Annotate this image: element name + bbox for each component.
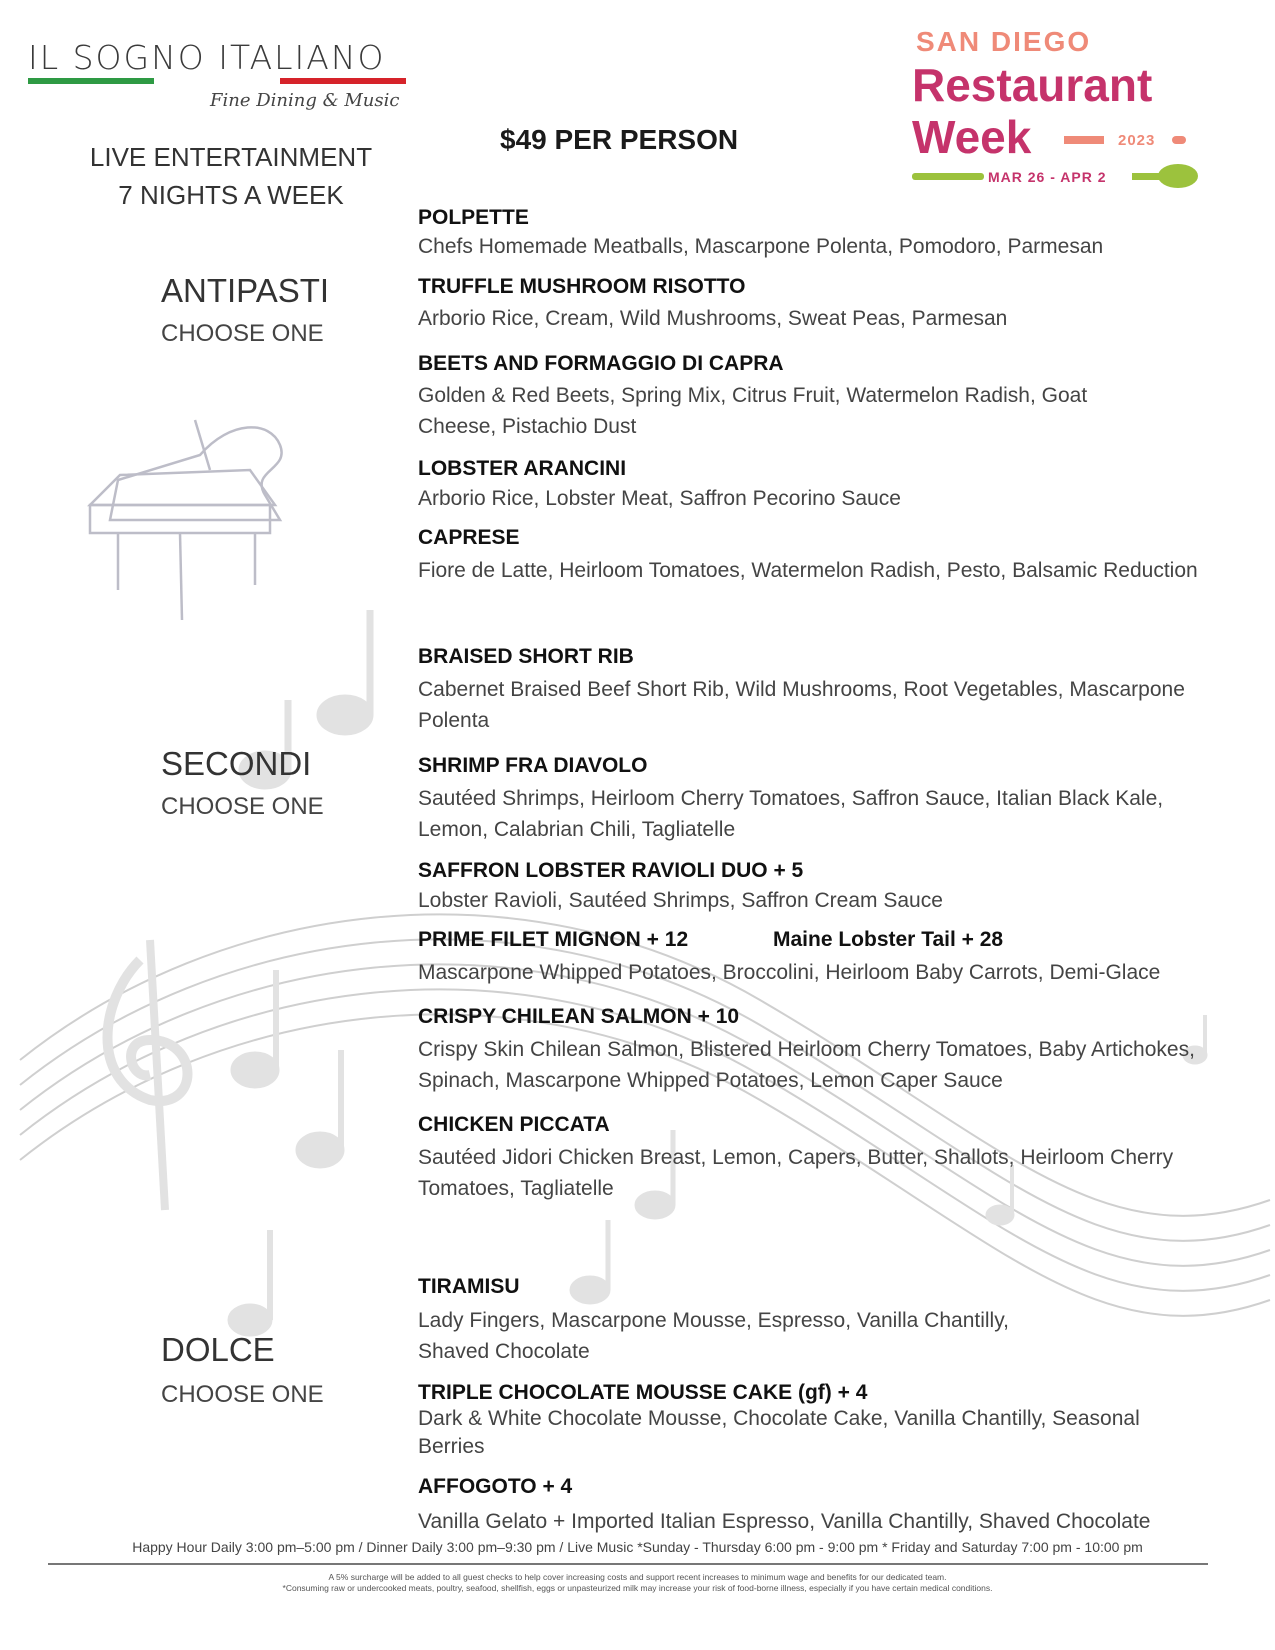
dish-name: LOBSTER ARANCINI: [418, 457, 627, 480]
flag-red: [280, 78, 406, 84]
dish-name: SAFFRON LOBSTER RAVIOLI DUO + 5: [418, 859, 804, 882]
dish-description: Lady Fingers, Mascarpone Mousse, Espresso, Vanilla Chantilly, Shaved Chocolate: [418, 1309, 1009, 1363]
dish-description: Fiore de Latte, Heirloom Tomatoes, Watermelon Radish, Pesto, Balsamic Reduction: [418, 559, 1198, 582]
italian-flag-stripe: [28, 78, 406, 84]
spoon-handle-left: [912, 173, 984, 180]
dish-name-alternate: Maine Lobster Tail + 28: [773, 928, 1004, 951]
dish-name: BRAISED SHORT RIB: [418, 645, 634, 668]
dish-name: AFFOGOTO + 4: [418, 1475, 573, 1498]
dish-name: SHRIMP FRA DIAVOLO: [418, 754, 648, 777]
dish-description: Golden & Red Beets, Spring Mix, Citrus Fruit, Watermelon Radish, Goat Cheese, Pistachio Dust: [418, 384, 1088, 438]
flag-white: [154, 78, 280, 84]
dish-description: Vanilla Gelato + Imported Italian Espresso, Vanilla Chantilly, Shaved Chocolate: [418, 1510, 1151, 1533]
dish-name: TRUFFLE MUSHROOM RISOTTO: [418, 275, 746, 298]
footer-surcharge-note: A 5% surcharge will be added to all guest checks to help cover increasing costs and support recent increases to minimum wage and benefits for our dedicated team.: [328, 1572, 947, 1582]
live-entertainment-line1: LIVE ENTERTAINMENT: [89, 142, 373, 172]
dish-description: Sautéed Jidori Chicken Breast, Lemon, Capers, Butter, Shallots, Heirloom Cherry Tomatoes, Tagliatelle: [418, 1146, 1174, 1200]
dish-description: Cabernet Braised Beef Short Rib, Wild Mushrooms, Root Vegetables, Mascarpone Polenta: [418, 678, 1185, 732]
badge-restaurant: Restaurant: [912, 59, 1153, 111]
footer-health-warning: *Consuming raw or undercooked meats, poultry, seafood, shellfish, eggs or unpasteurized milk may increase your risk of food-borne illness, especially if you have certain medical conditions.: [282, 1583, 993, 1593]
dish-description: Crispy Skin Chilean Salmon, Blistered Heirloom Cherry Tomatoes, Baby Artichokes, Spinach, Mascarpone Whipped Potatoes, Lemon Caper Sauce: [418, 1038, 1195, 1092]
flag-green: [28, 78, 154, 84]
dish-name: BEETS AND FORMAGGIO DI CAPRA: [418, 352, 784, 375]
dish-description: Arborio Rice, Cream, Wild Mushrooms, Sweat Peas, Parmesan: [418, 307, 1008, 330]
dish-name: TRIPLE CHOCOLATE MOUSSE CAKE (gf) + 4: [418, 1381, 868, 1404]
dish-name: CHICKEN PICCATA: [418, 1113, 610, 1136]
restaurant-logo-tagline: Fine Dining & Music: [210, 90, 400, 111]
dish-description: Sautéed Shrimps, Heirloom Cherry Tomatoes, Saffron Sauce, Italian Black Kale, Lemon, Calabrian Chili, Tagliatelle: [418, 787, 1164, 841]
dish-name: TIRAMISU: [418, 1275, 520, 1298]
restaurant-logo-name: IL SOGNO ITALIANO: [28, 38, 386, 77]
dish-name: CAPRESE: [418, 526, 520, 549]
dish-name: POLPETTE: [418, 206, 529, 229]
section-title-dolce: DOLCE: [161, 1331, 275, 1368]
dish-description: Arborio Rice, Lobster Meat, Saffron Pecorino Sauce: [418, 487, 901, 510]
section-title-antipasti: ANTIPASTI: [161, 272, 330, 309]
section-subtitle-dolce: CHOOSE ONE: [161, 1381, 324, 1408]
price-per-person: $49 PER PERSON: [500, 124, 739, 155]
knife-icon: [1172, 136, 1186, 144]
live-entertainment-line2: 7 NIGHTS A WEEK: [118, 180, 344, 210]
footer-hours: Happy Hour Daily 3:00 pm–5:00 pm / Dinner Daily 3:00 pm–9:30 pm / Live Music *Sunday - Thursday 6:00 pm - 9:00 pm * Friday and Saturday 7:00 pm - 10:00 pm: [132, 1539, 1143, 1555]
dish-description: Chefs Homemade Meatballs, Mascarpone Polenta, Pomodoro, Parmesan: [418, 235, 1104, 258]
dish-description: Mascarpone Whipped Potatoes, Broccolini, Heirloom Baby Carrots, Demi-Glace: [418, 961, 1161, 984]
badge-dates: MAR 26 - APR 2: [988, 169, 1107, 185]
fork-icon: [1064, 136, 1104, 144]
badge-week: Week: [912, 111, 1032, 163]
footer-divider: [48, 1563, 1208, 1565]
badge-san-diego: SAN DIEGO: [916, 26, 1092, 57]
spoon-icon: [1158, 164, 1198, 188]
dish-description: Lobster Ravioli, Sautéed Shrimps, Saffron Cream Sauce: [418, 889, 943, 912]
dish-name: PRIME FILET MIGNON + 12: [418, 928, 689, 951]
dish-description: Dark & White Chocolate Mousse, Chocolate Cake, Vanilla Chantilly, Seasonal Berries: [418, 1407, 1140, 1458]
section-title-secondi: SECONDI: [161, 745, 312, 782]
section-subtitle-secondi: CHOOSE ONE: [161, 793, 324, 820]
dish-name: CRISPY CHILEAN SALMON + 10: [418, 1005, 740, 1028]
badge-year: 2023: [1118, 132, 1156, 149]
section-subtitle-antipasti: CHOOSE ONE: [161, 320, 324, 347]
